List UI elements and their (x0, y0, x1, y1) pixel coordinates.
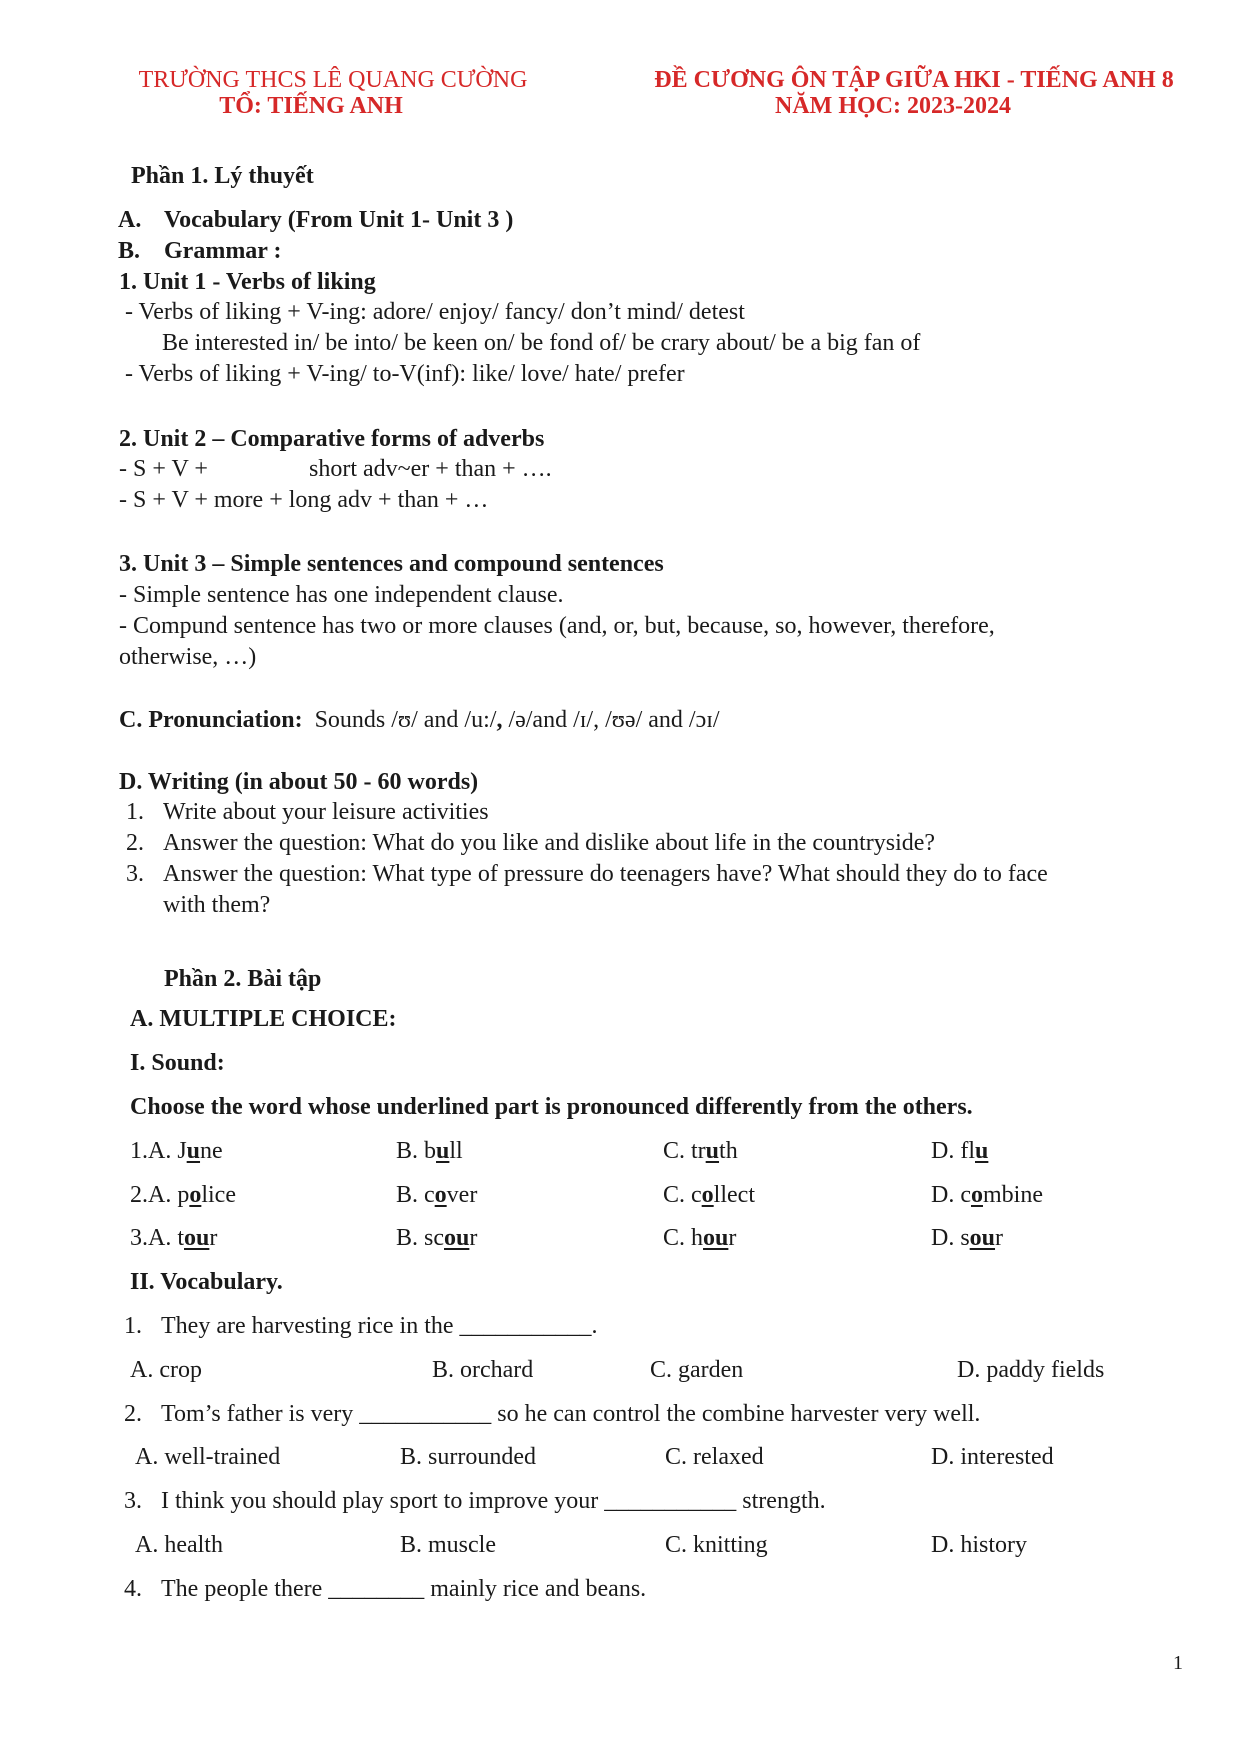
multiple-choice-heading: A. MULTIPLE CHOICE: (130, 1006, 397, 1032)
part2-title: Phần 2. Bài tập (164, 966, 322, 992)
section-a-text: Vocabulary (From Unit 1- Unit 3 ) (164, 207, 514, 233)
writing-num-1: 1. (126, 799, 144, 825)
vocabulary-heading: II. Vocabulary. (130, 1269, 283, 1295)
writing-item-1: Write about your leisure activities (163, 799, 489, 825)
writing-item-3: Answer the question: What type of pressure do teenagers have? What should they do to face (163, 861, 1048, 887)
pronunciation-line (119, 706, 720, 734)
unit2-line-1a: - S + V + (119, 456, 208, 482)
vocab-q1-option-a: A. crop (130, 1357, 202, 1383)
sound-instruction: Choose the word whose underlined part is pronounced differently from the others. (130, 1094, 973, 1120)
vocab-q3-option-b: B. muscle (400, 1532, 496, 1558)
sound-q3-option-d: D. sour (931, 1225, 1004, 1251)
vocab-q3-option-c: C. knitting (665, 1532, 768, 1558)
vocab-q2-option-b: B. surrounded (400, 1444, 536, 1470)
vocab-q3-number: 3. (124, 1488, 142, 1514)
unit1-title: 1. Unit 1 - Verbs of liking (119, 269, 376, 295)
writing-item-2: Answer the question: What do you like and dislike about life in the countryside? (163, 830, 936, 856)
pronunciation-label: C. Pronunciation: (119, 707, 303, 733)
vocab-q1-option-d: D. paddy fields (957, 1357, 1105, 1383)
sound-q2-option-c: C. collect (663, 1182, 755, 1208)
vocab-q2-text: Tom’s father is very ___________ so he can control the combine harvester very well. (161, 1401, 981, 1427)
vocab-q2-option-d: D. interested (931, 1444, 1054, 1470)
sound-heading: I. Sound: (130, 1050, 225, 1076)
vocab-q2-number: 2. (124, 1401, 142, 1427)
sound-q1-option-a: 1.A. June (130, 1138, 223, 1164)
unit3-title: 3. Unit 3 – Simple sentences and compound sentences (119, 551, 664, 577)
vocab-q4-text: The people there ________ mainly rice and beans. (161, 1576, 647, 1602)
school-name: TRƯỜNG THCS LÊ QUANG CƯỜNG (138, 67, 528, 93)
sound-q1-option-c: C. truth (663, 1138, 738, 1164)
vocab-q1-number: 1. (124, 1313, 142, 1339)
unit1-line-1: - Verbs of liking + V-ing: adore/ enjoy/ fancy/ don’t mind/ detest (125, 299, 745, 325)
unit3-line-1: - Simple sentence has one independent clause. (119, 582, 564, 608)
sound-q2-option-b: B. cover (396, 1182, 478, 1208)
section-a-label: A. (118, 207, 142, 233)
school-year: NĂM HỌC: 2023-2024 (775, 93, 1011, 119)
sound-q3-option-b: B. scour (396, 1225, 478, 1251)
vocab-q1-option-c: C. garden (650, 1357, 744, 1383)
pronunciation-sounds-a: Sounds /ʊ/ and /u:/ (314, 707, 497, 733)
writing-title: D. Writing (in about 50 - 60 words) (119, 769, 479, 795)
writing-num-3: 3. (126, 861, 144, 887)
vocab-q3-option-d: D. history (931, 1532, 1027, 1558)
part1-title: Phần 1. Lý thuyết (131, 163, 314, 189)
vocab-q3-text: I think you should play sport to improve your ___________ strength. (161, 1488, 826, 1514)
vocab-q1-text: They are harvesting rice in the ___________. (161, 1313, 598, 1339)
sound-q2-option-d: D. combine (931, 1182, 1043, 1208)
page-number: 1 (1173, 1652, 1183, 1674)
vocab-q2-option-c: C. relaxed (665, 1444, 764, 1470)
unit1-line-2: Be interested in/ be into/ be keen on/ be fond of/ be crary about/ be a big fan of (162, 330, 921, 356)
writing-num-2: 2. (126, 830, 144, 856)
unit2-title: 2. Unit 2 – Comparative forms of adverbs (119, 426, 545, 452)
pronunciation-comma: , (496, 707, 503, 733)
vocab-q1-option-b: B. orchard (432, 1357, 534, 1383)
sound-q3-option-c: C. hour (663, 1225, 737, 1251)
pronunciation-sounds-b: /ə/and /ɪ/, /ʊə/ and /ɔɪ/ (502, 707, 720, 733)
section-b-label: B. (118, 238, 141, 264)
document-title: ĐỀ CƯƠNG ÔN TẬP GIỮA HKI - TIẾNG ANH 8 (654, 67, 1174, 93)
unit1-line-3: - Verbs of liking + V-ing/ to-V(inf): like/ love/ hate/ prefer (125, 361, 685, 387)
unit2-line-2: - S + V + more + long adv + than + … (119, 487, 489, 513)
vocab-q3-option-a: A. health (135, 1532, 223, 1558)
unit2-line-1b: short adv~er + than + …. (309, 456, 552, 482)
sound-q3-option-a: 3.A. tour (130, 1225, 218, 1251)
sound-q2-option-a: 2.A. police (130, 1182, 236, 1208)
department-name: TỔ: TIẾNG ANH (219, 93, 403, 119)
unit3-line-3: otherwise, …) (119, 644, 257, 670)
section-b-text: Grammar : (164, 238, 282, 264)
vocab-q4-number: 4. (124, 1576, 142, 1602)
sound-q1-option-b: B. bull (396, 1138, 463, 1164)
vocab-q2-option-a: A. well-trained (135, 1444, 281, 1470)
sound-q1-option-d: D. flu (931, 1138, 989, 1164)
writing-item-3-continued: with them? (163, 892, 271, 918)
unit3-line-2: - Compund sentence has two or more clauses (and, or, but, because, so, however, therefore, (119, 613, 995, 639)
